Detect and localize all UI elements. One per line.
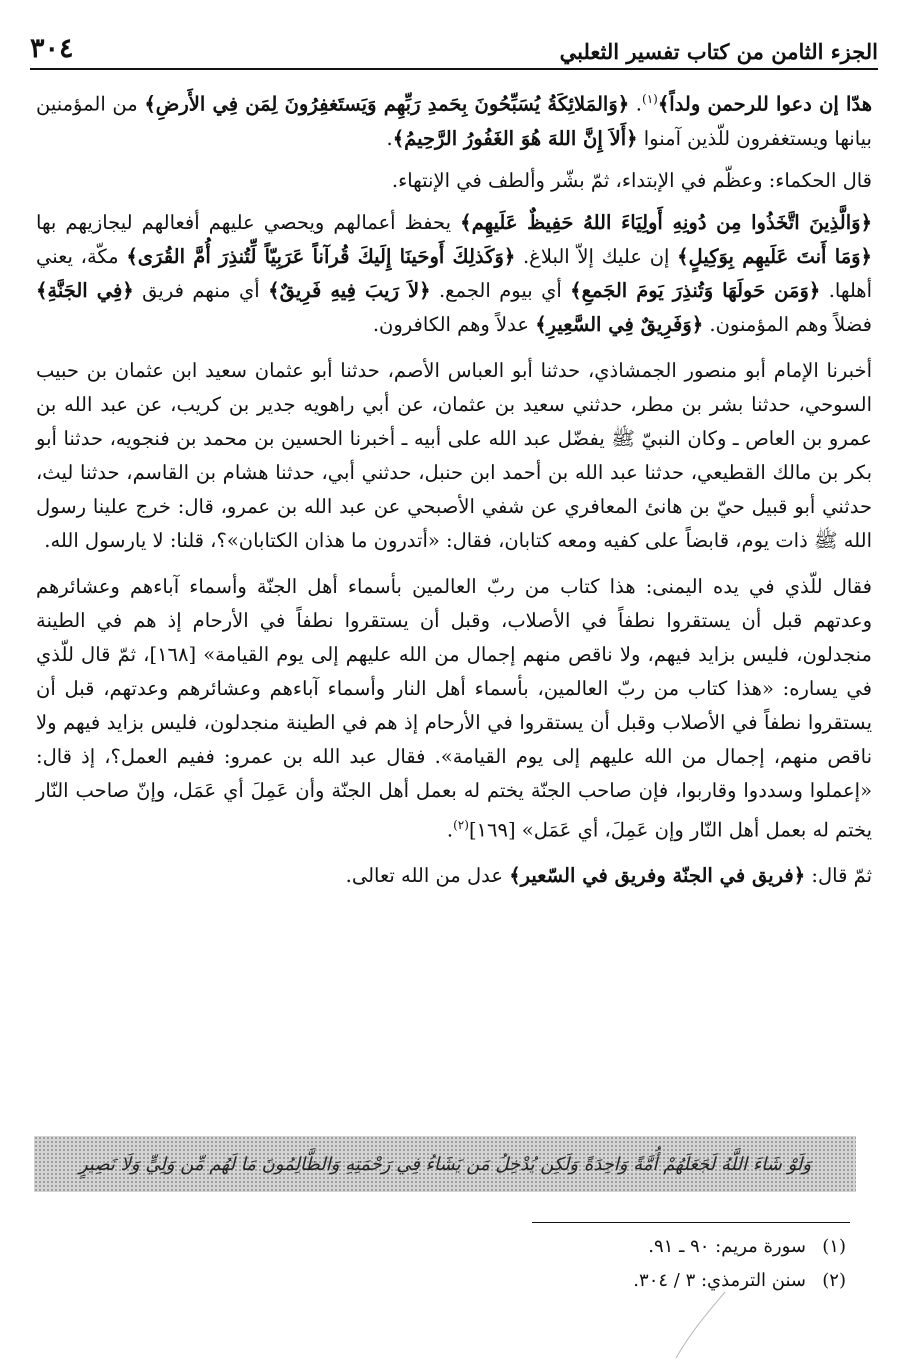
pen-stroke-mark [670, 1290, 730, 1360]
page-header [30, 24, 878, 70]
text-segment: عدل من الله تعالى. [345, 864, 510, 887]
footnote-number: (٢) [822, 1270, 846, 1291]
footnote-text: سنن الترمذي: ٣ / ٣٠٤. [633, 1270, 806, 1291]
paragraph-6 [36, 859, 872, 893]
quran-quote: ﴿وَمَا أَنتَ عَلَيهِم بِوَكِيلٍ﴾ [677, 244, 872, 268]
quran-verse-band [34, 1136, 856, 1192]
text-segment: يحفظ أعمالهم ويحصي عليهم أفعالهم ليجازيهم بها [36, 210, 461, 234]
text-segment: أخبرنا الإمام أبو منصور الجمشاذي، حدثنا أبو العباس الأصم، حدثنا أبو عثمان سعيد ابن عثمان بن حبيب السوحي، حدثنا بشر بن مطر، حدثني سعيد بن عثمان، عن أبي راهويه جدير بن كريب، عن عبد الله بن عمرو بن العاص ـ وكان النبيّ ﷺ يفضّل عبد الله على أبيه ـ أخبرنا الحسين بن محمد بن فنجويه، حدثنا أبو بكر بن مالك القطيعي، حدثنا عبد الله بن أحمد ابن حنبل، حدثني أبي، حدثنا هشام بن القاسم، حدثنا ليث، حدثني أبو قبيل حيّ بن هانئ المعافري عن شفي الأصبحي عن عبد الله بن عمرو، قال: خرج علينا رسول الله ﷺ ذات يوم، قابضاً على كفيه ومعه كتابان، فقال: «أتدرون ما هذان الكتابان»؟، قلنا: لا يارسول الله. [36, 358, 872, 552]
footnote-separator [532, 1222, 850, 1223]
text-segment: أي بيوم الجمع. [430, 278, 571, 302]
verse-band-text: وَلَوْ شَاءَ اللَّهُ لَجَعَلَهُمْ أُمَّةً وَاحِدَةً وَلَكِن يُدْخِلُ مَن يَشَاءُ فِي رَحْمَتِهِ وَالظَّالِمُونَ مَا لَهُم مِّن وَلِيٍّ وَلَا نَصِيرٍ [78, 1153, 812, 1175]
text-segment: مكّة، يعني أهلها. [36, 244, 873, 302]
text-segment: عدلاً وهم الكافرون. [372, 312, 536, 336]
quran-quote: ﴿أَلاَ إِنَّ اللهَ هُوَ الغَفُورُ الرَّحِيمُ﴾ [392, 126, 638, 150]
quran-quote: ﴿وَالَّذِينَ اتَّخَذُوا مِن دُونِهِ أَولِيَاءَ اللهُ حَفِيظٌ عَلَيهِم﴾ [460, 210, 872, 234]
paragraph-5 [36, 570, 872, 848]
text-segment: . [629, 92, 643, 116]
footnote-ref: (١) [642, 92, 658, 106]
quran-quote: ﴿وَالمَلائِكَةُ يُسَبِّحُونَ بِحَمدِ رَبِّهِم وَيَستَغفِرُونَ لِمَن فِي الأَرضِ﴾ [144, 92, 630, 116]
page-number: ٣٠٤ [30, 33, 74, 64]
text-segment: ثمّ قال: [805, 864, 872, 887]
footnote-1 [633, 1230, 846, 1264]
quran-quote: ﴿فريق في الجنّة وفريق في السّعير﴾ [509, 864, 806, 887]
footnote-2 [633, 1264, 846, 1298]
text-segment: فضلاً وهم المؤمنون. [703, 312, 872, 336]
running-title: الجزء الثامن من كتاب تفسير الثعلبي [559, 39, 878, 64]
paragraph-4 [36, 354, 872, 558]
quran-quote: هدّا إن دعوا للرحمن ولداً﴾ [657, 92, 872, 116]
quran-quote: ﴿لاَ رَيبَ فِيهِ فَرِيقٌ﴾ [268, 278, 431, 302]
quran-quote: ﴿وَفَرِيقٌ فِي السَّعِيرِ﴾ [535, 312, 704, 336]
text-segment: . [446, 818, 454, 841]
quran-quote: ﴿فِي الجَنَّةِ﴾ [36, 278, 134, 302]
footnotes [633, 1230, 846, 1298]
paragraph-1 [36, 82, 872, 156]
paragraph-2 [36, 164, 872, 198]
footnote-number: (١) [822, 1236, 846, 1257]
text-segment: إن عليك إلاّ البلاغ. [515, 244, 678, 268]
quran-quote: ﴿وَكَذلِكَ أَوحَينَا إِلَيكَ قُرآناً عَرَبِيّاً لِّتُنذِرَ أُمَّ القُرَى﴾ [126, 244, 516, 268]
main-text [36, 82, 872, 901]
paragraph-3 [36, 206, 872, 342]
footnote-text: سورة مريم: ٩٠ ـ ٩١. [648, 1236, 806, 1257]
text-segment: . [386, 126, 393, 150]
text-segment: قال الحكماء: وعظّم في الإبتداء، ثمّ بشّر وألطف في الإنتهاء. [391, 168, 872, 192]
quran-quote: ﴿وَمَن حَولَهَا وَتُنذِرَ يَومَ الجَمعِ﴾ [570, 278, 821, 302]
footnote-ref: (٢) [453, 817, 469, 832]
text-segment: فقال للّذي في يده اليمنى: هذا كتاب من ربّ العالمين بأسماء أهل الجنّة وأسماء آباءهم وعشائرهم وعدتهم قبل أن يستقروا نطفاً في الأصلاب، وقبل أن يستقروا نطفاً في الأرحام إذ هم في الطينة منجدلون، فليس بزايد فيهم، ولا ناقص منهم إجمال من الله عليهم إلى يوم القيامة» [١٦٨]، ثمّ قال للّذي في يساره: «هذا كتاب من ربّ العالمين، بأسماء أهل النار وأسماء آباءهم وعشائرهم وعدتهم، قبل أن يستقروا نطفاً في الأصلاب وقبل أن يستقروا في الأرحام إذ هم في الطينة منجدلون، فليس بزايد فيهم ولا ناقص منهم، إجمال من الله عليهم إلى يوم القيامة». فقال عبد الله بن عمرو: ففيم العمل؟، إذ قال: «إعملوا وسددوا وقاربوا، فإن صاحب الجنّة يختم له بعمل أهل الجنّة وأن عَمِلَ أي عَمَل، وإنّ صاحب النّار يختم له بعمل أهل النّار وإن عَمِلَ، أي عَمَل» [١٦٩] [36, 574, 872, 841]
text-segment: أي منهم فريق [133, 278, 269, 302]
text-segment: من المؤمنين بيانها ويستغفرون للّذين آمنوا [36, 92, 872, 150]
